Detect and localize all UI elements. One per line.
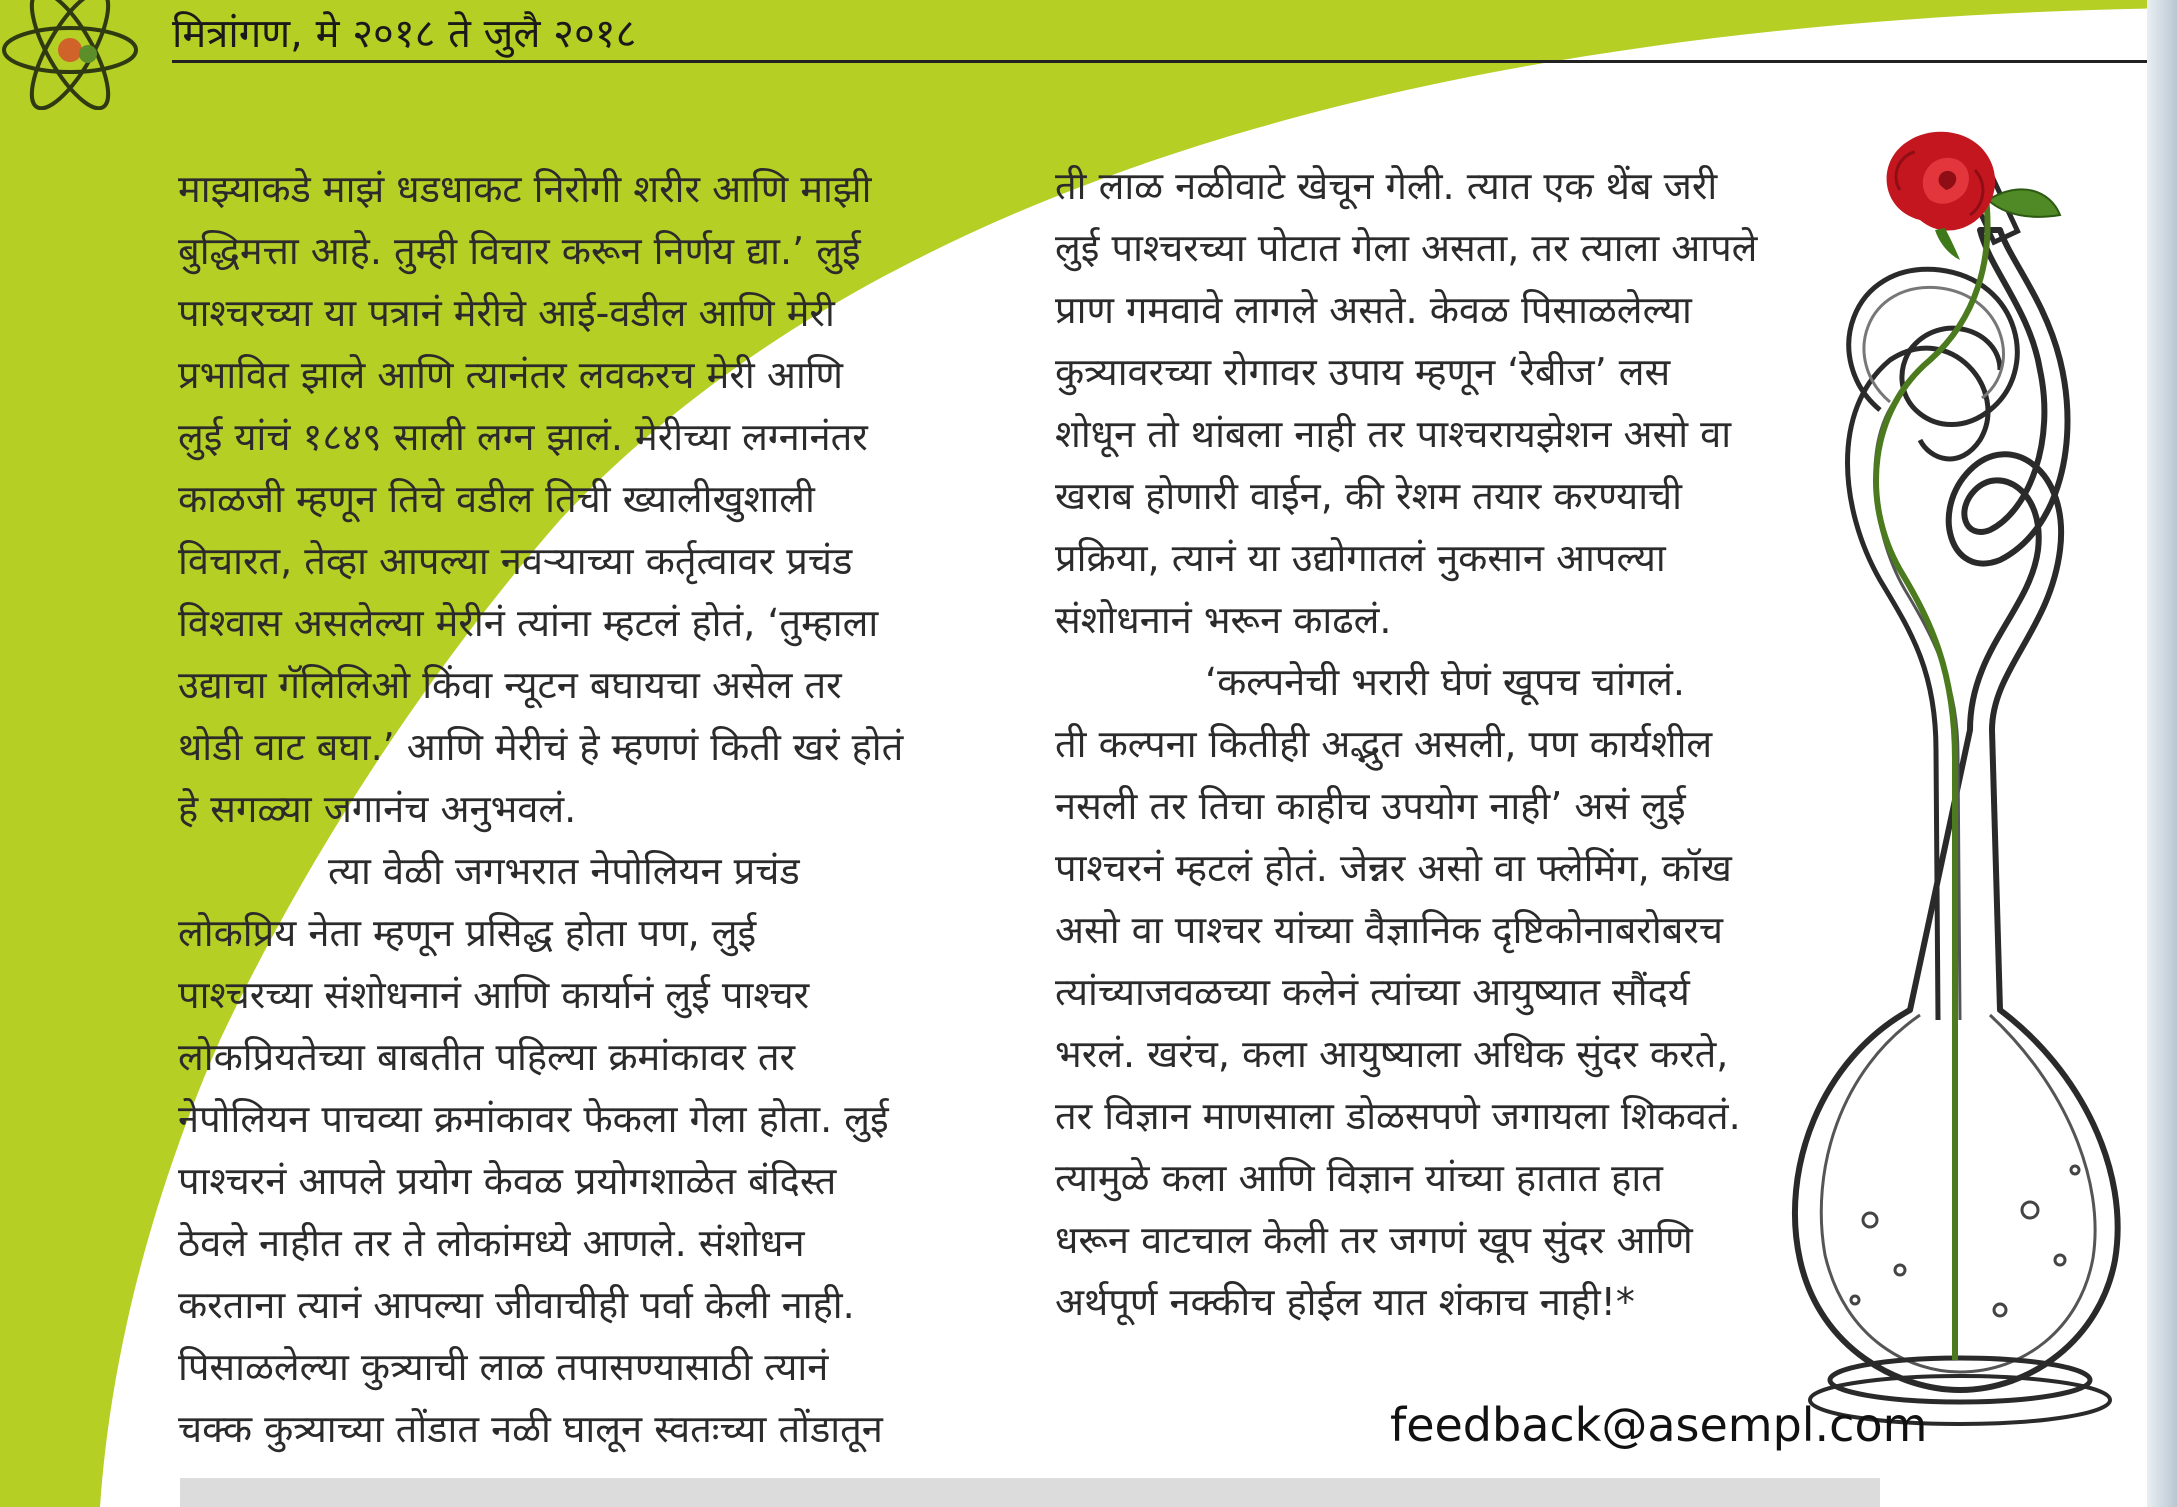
text-line: भरलं. खरंच, कला आयुष्याला अधिक सुंदर करते, [1055,1032,1729,1076]
text-line: प्राण गमवावे लागले असते. केवळ पिसाळलेल्या [1055,288,1692,332]
text-line: पिसाळलेल्या कुत्र्याची लाळ तपासण्यासाठी त्यानं [178,1345,829,1389]
rose-in-flask-icon [1760,110,2140,1430]
atom-icon [0,0,150,110]
text-line: त्यामुळे कला आणि विज्ञान यांच्या हातात हात [1055,1156,1663,1200]
text-line: संशोधनानं भरून काढलं. [1055,598,1392,642]
text-line: उद्याचा गॅलिलिओ किंवा न्यूटन बघायचा असेल तर [178,663,842,707]
text-line: अर्थपूर्ण नक्कीच होईल यात शंकाच नाही!* [1055,1280,1635,1324]
text-line: त्यांच्याजवळच्या कलेनं त्यांच्या आयुष्यात सौंदर्य [1055,970,1690,1014]
page-header-title: मित्रांगण, मे २०१८ ते जुलै २०१८ [172,11,637,57]
header-divider [172,60,2162,63]
text-line: ती लाळ नळीवाटे खेचून गेली. त्यात एक थेंब जरी [1055,164,1718,208]
text-line: प्रभावित झाले आणि त्यानंतर लवकरच मेरी आणि [178,353,843,397]
text-line: लुई पाश्चरच्या पोटात गेला असता, तर त्याला आपले [1055,226,1758,270]
text-line: माझ्याकडे माझं धडधाकट निरोगी शरीर आणि माझी [178,167,872,211]
text-line: लोकप्रिय नेता म्हणून प्रसिद्ध होता पण, लुई [178,911,757,955]
text-line: तर विज्ञान माणसाला डोळसपणे जगायला शिकवतं. [1055,1094,1741,1138]
text-line: कुत्र्यावरच्या रोगावर उपाय म्हणून ‘रेबीज’ लस [1055,350,1671,394]
text-line: चक्क कुत्र्याच्या तोंडात नळी घालून स्वतःच्या तोंडातून [178,1407,883,1451]
text-line: विचारत, तेव्हा आपल्या नवऱ्याच्या कर्तृत्वावर प्रचंड [178,539,853,583]
text-line: पाश्चरच्या संशोधनानं आणि कार्यानं लुई पाश्चर [178,973,810,1017]
text-line: काळजी म्हणून तिचे वडील तिची ख्यालीखुशाली [178,477,815,521]
text-line: नसली तर तिचा काहीच उपयोग नाही’ असं लुई [1055,784,1686,828]
text-line: लोकप्रियतेच्या बाबतीत पहिल्या क्रमांकावर तर [178,1035,796,1079]
text-line: करताना त्यानं आपल्या जीवाचीही पर्वा केली नाही. [178,1283,855,1327]
text-line: बुद्धिमत्ता आहे. तुम्ही विचार करून निर्णय द्या.’ लुई [178,229,861,273]
text-line: ठेवले नाहीत तर ते लोकांमध्ये आणले. संशोधन [178,1221,805,1265]
rose-flower [1887,132,1996,260]
text-line: ‘कल्पनेची भरारी घेणं खूपच चांगलं. [1205,660,1685,704]
text-line: धरून वाटचाल केली तर जगणं खूप सुंदर आणि [1055,1218,1693,1262]
text-line: लुई यांचं १८४९ साली लग्न झालं. मेरीच्या लग्नानंतर [178,415,868,459]
text-line: हे सगळ्या जगानंच अनुभवलं. [178,787,577,831]
text-line: असो वा पाश्चर यांच्या वैज्ञानिक दृष्टिकोनाबरोबरच [1055,908,1724,952]
left-text-column [178,158,903,1460]
text-line: त्या वेळी जगभरात नेपोलियन प्रचंड [328,849,800,893]
text-line: विश्वास असलेल्या मेरीनं त्यांना म्हटलं होतं, ‘तुम्हाला [178,601,879,645]
text-line: पाश्चरनं म्हटलं होतं. जेन्नर असो वा फ्लेमिंग, कॉख [1055,846,1732,890]
text-line: नेपोलियन पाचव्या क्रमांकावर फेकला गेला होता. लुई [178,1097,889,1141]
text-line: पाश्चरच्या या पत्रानं मेरीचे आई-वडील आणि मेरी [178,291,835,335]
feedback-email[interactable]: feedback@asempl.com [1390,1398,1928,1452]
text-line: प्रक्रिया, त्यानं या उद्योगातलं नुकसान आपल्या [1055,536,1666,580]
text-line: ती कल्पना कितीही अद्भुत असली, पण कार्यशील [1055,722,1713,766]
text-line: खराब होणारी वाईन, की रेशम तयार करण्याची [1055,474,1683,518]
text-line: शोधून तो थांबला नाही तर पाश्चरायझेशन असो वा [1055,412,1732,456]
page-edge-shadow [2147,0,2177,1507]
bottom-strip [180,1478,1880,1507]
text-line: पाश्चरनं आपले प्रयोग केवळ प्रयोगशाळेत बंदिस्त [178,1159,837,1203]
right-text-column [1055,155,1757,1333]
text-line: थोडी वाट बघा.’ आणि मेरीचं हे म्हणणं किती खरं होतं [178,725,904,769]
